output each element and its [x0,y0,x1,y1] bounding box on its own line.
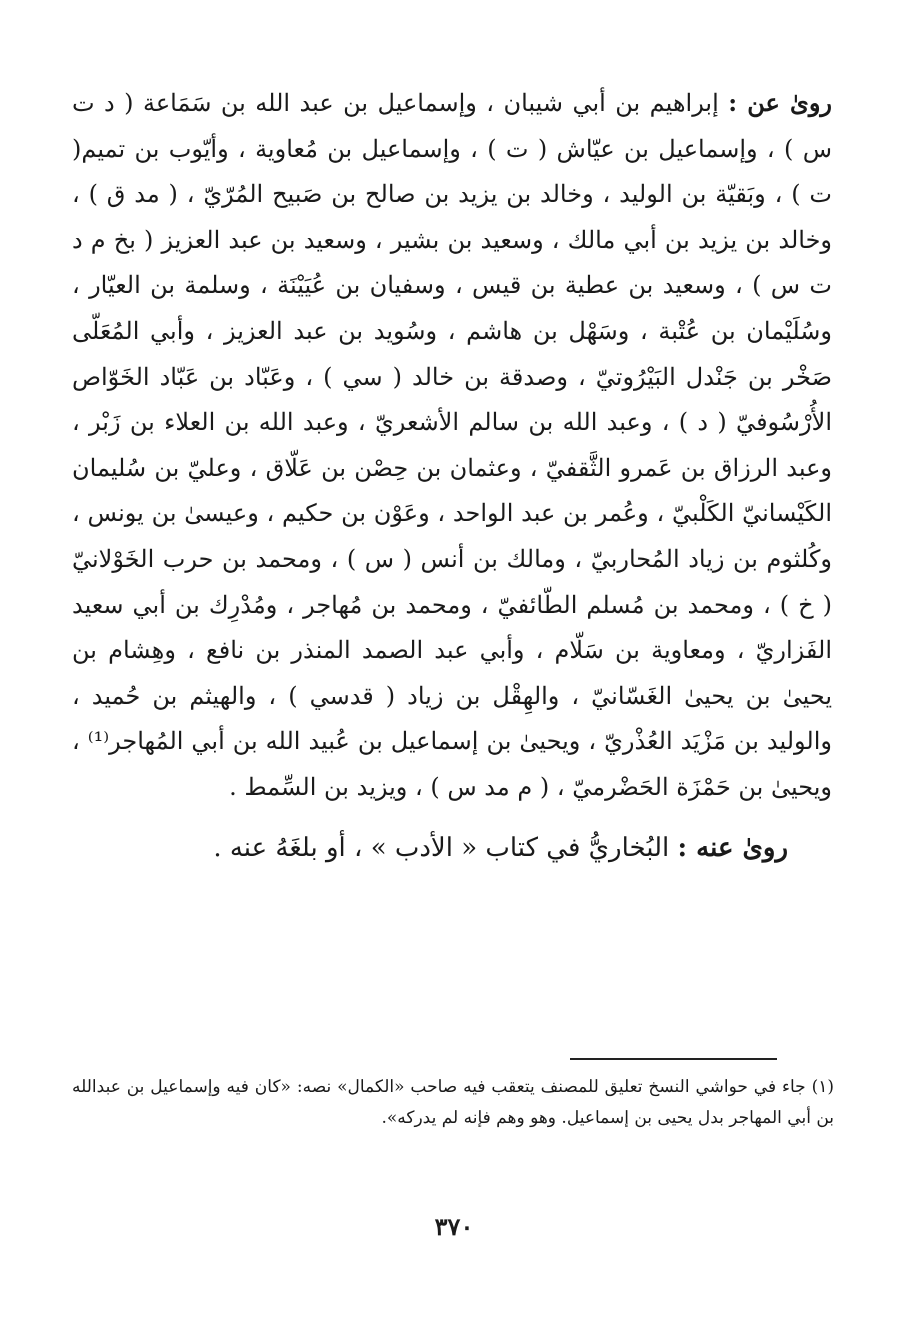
narrated-from-heading: روىٰ عن : [728,88,833,117]
narrated-by-heading: روىٰ عنه : [677,832,788,863]
page-number: ٣٧٠ [434,1212,474,1241]
footnote: (١) جاء في حواشي النسخ تعليق للمصنف يتعقب فيه صاحب «الكمال» نصه: «كان فيه وإسماعيل بن عبدالله بن أبي المهاجر بدل يحيى بن إسماعيل. وهو وهم فإنه لم يدركه». [72,1077,834,1128]
narrated-by-text: البُخاريُّ في كتاب « الأدب » ، أو بلغَهُ عنه . [213,832,670,863]
page-body [72,80,832,871]
narrated-by-paragraph [72,825,832,871]
narrated-from-paragraph [72,80,832,811]
narrated-from-text: إبراهيم بن أبي شيبان ، وإسماعيل بن عبد الله بن سَمَاعة ( د ت س ) ، وإسماعيل بن عيّاش ( ت ) ، وإسماعيل بن مُعاوية ، وأيّوب بن تميم( ت ) ، وبَقيّة بن الوليد ، وخالد بن يزيد بن صالح بن صَبيح المُرّيّ ، ( مد ق ) ، وخالد بن يزيد بن أبي مالك ، وسعيد بن بشير ، وسعيد بن عبد العزيز ( بخ م د ت س ) ، وسعيد بن عطية بن قيس ، وسفيان بن عُيَيْنَة ، وسلمة بن العيّار ، وسُلَيْمان بن عُتْبة ، وسَهْل بن هاشم ، وسُويد بن عبد العزيز ، وأبي المُعَلّى صَخْر بن جَنْدل البَيْرُوتيّ ، وصدقة بن خالد ( سي ) ، وعَبّاد بن عَبّاد الخَوّاص الأُرْسُوفيّ ( د ) ، وعبد الله بن سالم الأشعريّ ، وعبد الله بن العلاء بن زَبْر ، وعبد الرزاق بن عَمرو الثَّقفيّ ، وعثمان بن حِصْن بن عَلّاق ، وعليّ بن سُليمان الكَيْسانيّ الكَلْبيّ ، وعُمر بن عبد الواحد ، وعَوْن بن حكيم ، وعيسىٰ بن يونس ، وكُلثوم بن زياد المُحاربيّ ، ومالك بن أنس ( س ) ، ومحمد بن حرب الخَوْلانيّ ( خ ) ، ومحمد بن مُسلم الطّائفيّ ، ومحمد بن مُهاجر ، ومُدْرِك بن أبي سعيد الفَزاريّ ، ومعاوية بن سَلّام ، وأبي عبد الصمد المنذر بن نافع ، وهِشام بن يحيىٰ بن يحيىٰ الغَسّانيّ ، والهِقْل بن زياد ( قدسي ) ، والهيثم بن حُميد ، والوليد بن مَزْيَد العُذْريّ ، ويحيىٰ بن إسماعيل بن عُبيد الله بن أبي المُهاجر⁽¹⁾ ، ويحيىٰ بن حَمْزَة الحَضْرميّ ، ( م مد س ) ، ويزيد بن السِّمط . [72,89,833,801]
footnote-separator [570,1058,777,1060]
